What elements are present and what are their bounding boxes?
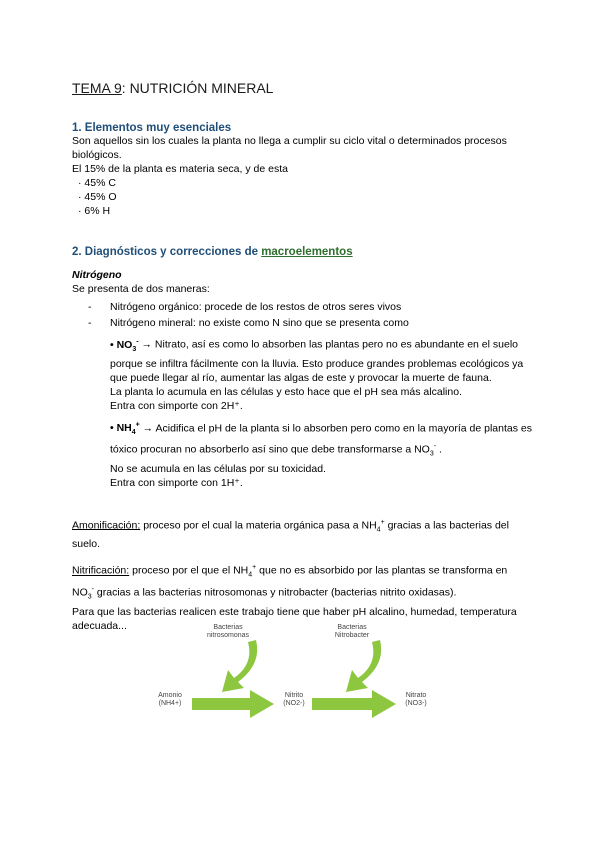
no3-line3: Entra con simporte con 2H⁺. xyxy=(110,399,243,412)
nh4-text-sup: - xyxy=(433,443,437,451)
nh4-label: • NH xyxy=(110,422,132,435)
no3-block xyxy=(110,335,532,413)
nitrificacion-sub2: 3 xyxy=(87,593,92,601)
nitrificacion-term: Nitrificación: xyxy=(72,564,130,577)
amonificacion-text: proceso por el cual la materia orgánica pasa a NH xyxy=(140,519,377,532)
label-amonio: Amonio (NH4+) xyxy=(158,692,182,707)
page-title xyxy=(72,80,532,96)
curved-arrow-nitrosomonas xyxy=(222,640,257,692)
nh4-line2: No se acumula en las células por su toxicidad. xyxy=(110,462,326,475)
nh4-sup: + xyxy=(135,421,140,429)
section1-item-h: · 6% H xyxy=(78,205,111,217)
nh4-block xyxy=(110,419,532,490)
section1-item-o: · 45% O xyxy=(78,191,117,203)
nitrificacion-sub: 4 xyxy=(248,571,253,579)
nitrificacion-line2: Para que las bacterias realicen este trabajo tiene que haber pH alcalino, humedad, temperatura adecuada... xyxy=(72,605,517,632)
amonificacion-paragraph xyxy=(72,516,532,552)
section1-text1: Son aquellos sin los cuales la planta no llega a cumplir su ciclo vital o determinados procesos biológicos. xyxy=(72,135,507,161)
nh4-text-end: . xyxy=(436,443,442,456)
section2-heading xyxy=(72,246,532,258)
title-rest: : NUTRICIÓN MINERAL xyxy=(121,80,274,96)
nh4-text-sub: 3 xyxy=(429,450,434,458)
label-bacteria-nitrosomonas: Bacterias nitrosomonas xyxy=(206,624,250,639)
amonificacion-text-end: gracias a las bacterias del suelo. xyxy=(72,519,509,551)
title-prefix: TEMA 9 xyxy=(72,80,122,96)
nh4-paragraph xyxy=(110,419,532,462)
amonificacion-term: Amonificación: xyxy=(72,519,141,532)
label-bacteria-nitrobacter: Bacterias Nitrobacter xyxy=(334,624,370,639)
curved-arrow-nitrobacter xyxy=(346,640,381,692)
amonificacion-sup: + xyxy=(380,518,385,526)
no3-line2: La planta lo acumula en las células y esto hace que el pH sea más alcalino. xyxy=(110,385,462,398)
nh4-text: → Acidifica el pH de la planta si lo absorben pero como en la mayoría de plantas es tóxico procuran no absorberlo así sino que debe transformarse a NO xyxy=(110,422,532,456)
nitrogen-subheading: Nitrógeno xyxy=(72,269,122,281)
list-item: - Nitrógeno orgánico: procede de los restos de otros seres vivos xyxy=(72,299,532,315)
section1-text2: El 15% de la planta es materia seca, y de esta xyxy=(72,163,288,175)
nitrification-diagram xyxy=(150,620,440,730)
section2-heading-link: macroelementos xyxy=(261,246,353,258)
amonificacion-sub: 4 xyxy=(376,526,381,534)
no3-sup: - xyxy=(136,338,139,345)
nitrificacion-paragraph xyxy=(72,561,532,604)
nitrificacion-text-mid: que no es absorbido por las plantas se transforma en NO xyxy=(72,564,508,599)
section1-item-c: · 45% C xyxy=(78,177,116,189)
nitrificacion-text-end: gracias a las bacterias nitrosomonas y nitrobacter (bacterias nitrito oxidasas). xyxy=(94,586,457,599)
label-nitrato: Nitrato (NO3-) xyxy=(405,692,427,707)
nitrogen-intro: Se presenta de dos maneras: xyxy=(72,283,210,295)
nh4-line3: Entra con simporte con 1H⁺. xyxy=(110,476,243,489)
arrow-amonio-nitrito xyxy=(192,690,274,718)
nitrificacion-sup2: - xyxy=(91,585,94,593)
no3-paragraph xyxy=(110,335,532,385)
no3-label: • NO xyxy=(110,338,133,351)
label-nitrito: Nitrito (NO2-) xyxy=(283,692,305,707)
nitrogen-forms-list xyxy=(72,299,532,331)
arrow-nitrito-nitrato xyxy=(312,690,396,718)
section1-heading: 1. Elementos muy esenciales xyxy=(72,122,232,134)
nitrificacion-sup: + xyxy=(252,564,257,572)
nitrificacion-text: proceso por el que el NH xyxy=(129,564,249,577)
nh4-sub: 4 xyxy=(131,429,136,437)
list-item: - Nitrógeno mineral: no existe como N sino que se presenta como xyxy=(72,315,532,331)
no3-sub: 3 xyxy=(132,345,137,353)
document-page xyxy=(72,80,532,633)
no3-text: → Nitrato, así es como lo absorben las plantas pero no es abundante en el suelo porque se infiltra fácilmente con la lluvia. Esto produce grandes problemas ecológicos ya que puede llegar al río, aumentar las algas de este y provocar la muerte de fauna. xyxy=(110,338,524,384)
section2-heading-prefix: 2. Diagnósticos y correcciones de xyxy=(72,246,262,258)
